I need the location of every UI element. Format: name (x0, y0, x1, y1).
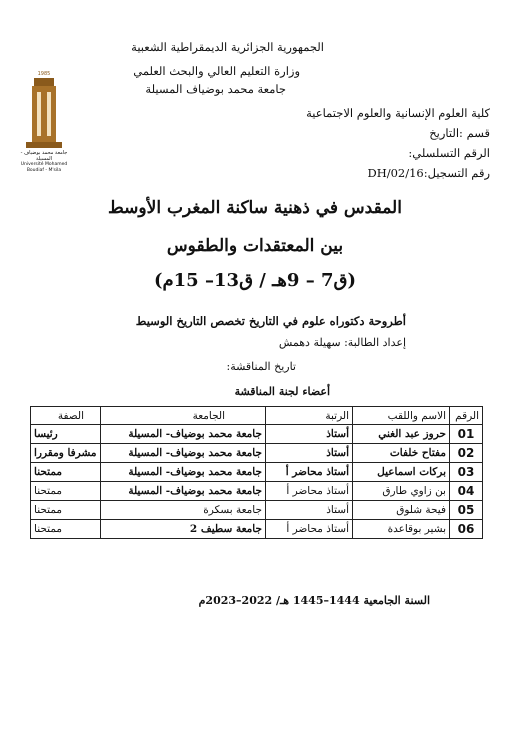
header-name: الاسم واللقب (353, 407, 450, 425)
cell-name: بركات اسماعيل (353, 463, 450, 482)
thesis-title-line3: (ق7 – 9هـ / ق13– 15م) (153, 270, 356, 291)
cell-university: جامعة محمد بوضياف- المسيلة (101, 482, 266, 501)
cell-role: ممتحنا (31, 520, 101, 539)
header-department: قسم :التاريخ (429, 126, 490, 140)
thesis-title-line1: المقدس في ذهنية ساكنة المغرب الأوسط (108, 198, 402, 218)
table-row (31, 482, 483, 501)
cell-rank: أستاذ محاضر أ (266, 520, 353, 539)
cell-name: بشير بوقاعدة (353, 520, 450, 539)
table-row (31, 520, 483, 539)
cell-university: جامعة سطيف 2 (101, 520, 266, 539)
logo-tower-top (34, 78, 54, 86)
table-row (31, 444, 483, 463)
thesis-degree: أطروحة دكتوراه علوم في التاريخ تخصص التاريخ الوسيط (135, 314, 406, 328)
logo-year: 1985 (37, 71, 51, 77)
logo-tower-body (32, 86, 56, 142)
cell-name: مفتاح خلفات (353, 444, 450, 463)
cell-number: 01 (450, 425, 483, 444)
header-registration: رقم التسجيل:DH/02/16 (367, 166, 490, 180)
header-role: الصفة (31, 407, 101, 425)
cell-role: رئيسا (31, 425, 101, 444)
committee-title: أعضاء لجنة المناقشة (234, 385, 330, 398)
cell-name: بن زاوي طارق (353, 482, 450, 501)
cell-role: ممتحنا (31, 463, 101, 482)
cell-university: جامعة محمد بوضياف- المسيلة (101, 444, 266, 463)
logo-caption (12, 150, 76, 174)
cell-number: 03 (450, 463, 483, 482)
table-row (31, 501, 483, 520)
cell-number: 04 (450, 482, 483, 501)
header-number: الرقم (450, 407, 483, 425)
header-rank: الرتبة (266, 407, 353, 425)
cell-rank: أستاذ محاضر أ (266, 482, 353, 501)
logo-tower-slot-1 (37, 92, 41, 136)
committee-header-row (31, 407, 483, 425)
cell-number: 02 (450, 444, 483, 463)
table-row (31, 425, 483, 444)
cell-role: ممتحنا (31, 482, 101, 501)
cell-university: جامعة محمد بوضياف- المسيلة (101, 463, 266, 482)
thesis-defense-date: تاريخ المناقشة: (226, 360, 296, 373)
cell-rank: أستاذ (266, 501, 353, 520)
header-republic: الجمهورية الجزائرية الديمقراطية الشعبية (131, 40, 324, 54)
cell-number: 05 (450, 501, 483, 520)
cell-role: ممتحنا (31, 501, 101, 520)
cell-university: جامعة بسكرة (101, 501, 266, 520)
table-row (31, 463, 483, 482)
cell-number: 06 (450, 520, 483, 539)
logo-caption-ar: جامعة محمد بوضياف - المسيلة (20, 150, 68, 162)
logo-tower-slot-2 (47, 92, 51, 136)
cell-role: مشرفا ومقررا (31, 444, 101, 463)
cell-name: حروز عبد الغني (353, 425, 450, 444)
header-serial: الرقم التسلسلي: (408, 146, 490, 160)
thesis-student: إعداد الطالبة: سهيلة دهمش (278, 336, 406, 349)
cell-name: فيحة شلوق (353, 501, 450, 520)
logo-base (26, 142, 62, 148)
committee-table (30, 406, 483, 539)
header-faculty: كلية العلوم الإنسانية والعلوم الاجتماعية (306, 106, 490, 120)
cell-university: جامعة محمد بوضياف- المسيلة (101, 425, 266, 444)
cell-rank: أستاذ (266, 425, 353, 444)
academic-year: السنة الجامعية 1444–1445 هـ/ 2022–2023م (198, 594, 430, 607)
header-ministry: وزارة التعليم العالي والبحث العلمي (133, 64, 300, 78)
cell-rank: أستاذ محاضر أ (266, 463, 353, 482)
header-university: الجامعة (101, 407, 266, 425)
cell-rank: أستاذ (266, 444, 353, 463)
university-logo-icon (18, 68, 70, 160)
logo-caption-en: Université Mohamed Boudiaf - M'sila (20, 162, 68, 173)
header-university: جامعة محمد بوضياف المسيلة (145, 82, 286, 96)
thesis-title-line2: بين المعتقدات والطقوس (166, 236, 344, 256)
